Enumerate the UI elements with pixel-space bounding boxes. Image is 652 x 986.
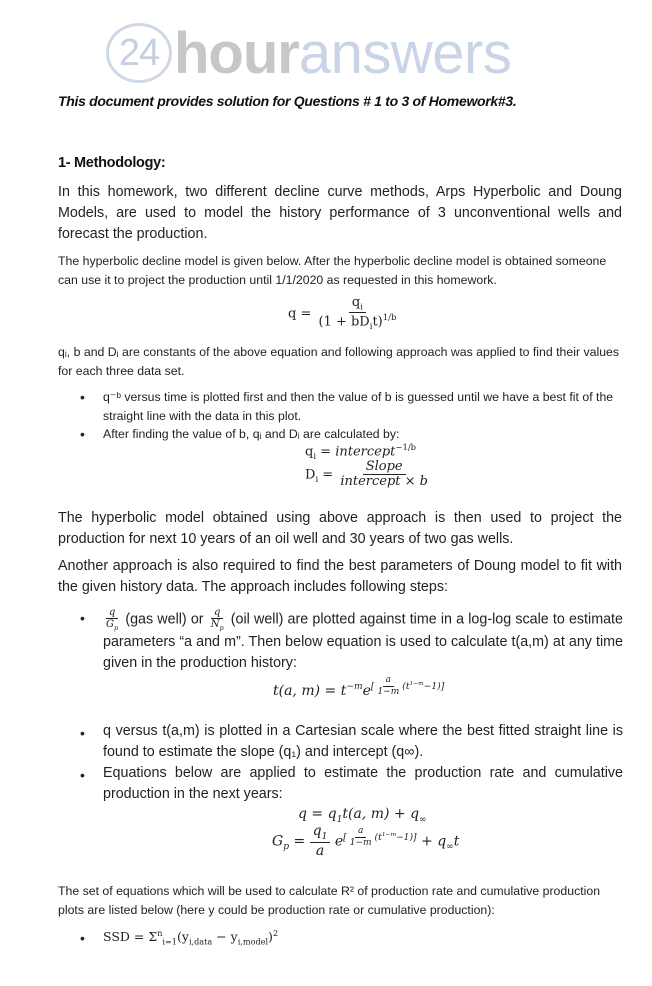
- bullet-3: $\frac{q}{G_p}$ (gas well) or $\frac{q}{N_p}$ (oil well) are plotted against time in a log-log scale to estimate parameters “a and m”. Then below equation is used to calculate t(a,m) at any time given in the production history:: [103, 607, 623, 672]
- bullet-dot: •: [80, 426, 85, 442]
- intro-line: This document provides solution for Questions # 1 to 3 of Homework#3.: [58, 93, 517, 109]
- paragraph-5: Another approach is also required to find the best parameters of Doung model to fit with the given history data. The approach includes following steps:: [58, 558, 622, 595]
- paragraph-2: The hyperbolic decline model is given below. After the hyperbolic decline model is obtained someone can use it to project the production until 1/1/2020 as requested in this homework.: [58, 254, 607, 287]
- bullet-dot: •: [80, 930, 85, 946]
- paragraph-6: The set of equations which will be used to calculate R² of production rate and cumulative production plots are listed below (here y could be production rate or cumulative production):: [58, 884, 601, 917]
- ssd-equation: SSD = $\Sigma^n_{i=1}(y_{i,data} - y_{i,model})^2$: [103, 928, 279, 947]
- logo-hour: hour: [174, 20, 299, 86]
- bullet-1: q⁻ᵇ versus time is plotted first and then the value of b is guessed until we have a best fit of the straight line with the data in this plot.: [103, 390, 614, 423]
- paragraph-4: The hyperbolic model obtained using above approach is then used to project the production for next 10 years of an oil well and 30 years of two gas wells.: [58, 510, 622, 547]
- cumulative-equation: $G_p$ = $\frac{q_1}{a}$ $e[ a 1-m (t1-m-1)] + q_\infty t$: [272, 823, 460, 859]
- bullet-dot: •: [80, 725, 85, 741]
- bullet-5: Equations below are applied to estimate the production rate and cumulative production in the next years:: [103, 765, 623, 802]
- bullet-dot: •: [80, 389, 85, 405]
- tam-equation: t(a, $m) = t^{-m}e[ a 1-m (t1-m-1)]$: [273, 675, 445, 699]
- bullet-dot: •: [80, 610, 85, 626]
- logo-answers: answers: [298, 20, 512, 86]
- paragraph-1: In this homework, two different decline curve methods, Arps Hyperbolic and Doung Models, are used to model the history performance of 3 unconventional wells and forecast the production.: [58, 184, 622, 242]
- rate-equation: $q = q_1t(a$, $m) + q_\infty$: [298, 806, 427, 825]
- bullet-dot: •: [80, 767, 85, 783]
- bullet-4: q versus t(a,m) is plotted in a Cartesian scale where the best fitted straight line is found to estimate the slope (q₁) and intercept (q∞).: [103, 723, 623, 760]
- logo: [106, 22, 511, 84]
- bullet-2: After finding the value of b, qᵢ and Dᵢ are calculated by:: [103, 427, 400, 441]
- logo-number: 24: [106, 23, 172, 83]
- di-equation: $D_i$ = $\frac{\text{Slope}}{\text{intercept × b}}$: [305, 459, 428, 490]
- qi-equation: $q_i$ = intercept$^{-1/b}$: [305, 442, 417, 461]
- section-heading: 1- Methodology:: [58, 155, 166, 171]
- hyperbolic-equation: q = $\frac{q_i}{(1 + bD_it)^{1/b}}$: [288, 295, 397, 331]
- paragraph-3: qᵢ, b and Dᵢ are constants of the above equation and following approach was applied to find their values for each three data set.: [58, 345, 620, 378]
